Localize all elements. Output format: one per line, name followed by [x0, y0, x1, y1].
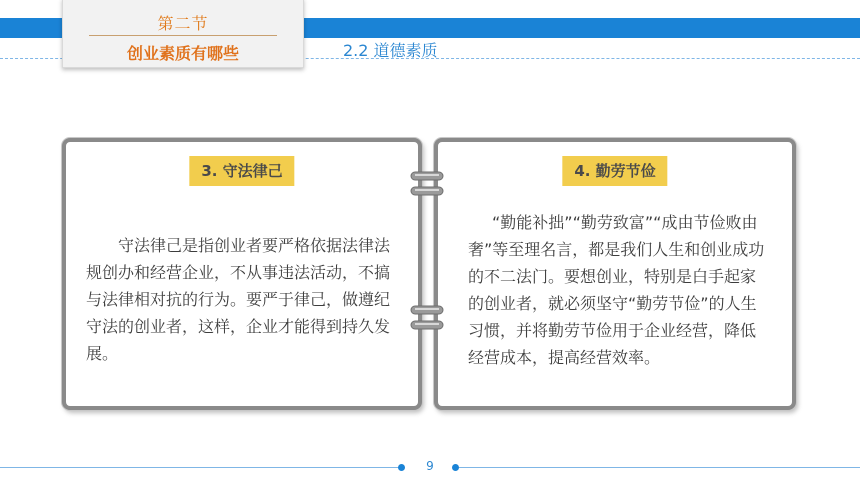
page-subtitle: 2.2 道德素质	[343, 41, 438, 60]
footer-line-left	[0, 467, 400, 468]
page-number: 9	[426, 459, 434, 473]
section-number: 第二节	[157, 14, 209, 33]
footer-line-right	[456, 467, 860, 468]
binder-ring-icon	[409, 302, 445, 334]
card-label: 3. 守法律己	[189, 156, 294, 186]
footer-dot-right	[452, 464, 459, 471]
section-tab	[62, 0, 304, 68]
card-body-text: 守法律己是指创业者要严格依据法律法规创办和经营企业，不从事违法活动，不搞与法律相对抗的行为。要严于律己，做遵纪守法的创业者，这样，企业才能得到持久发展。	[86, 236, 391, 363]
card-body-text: “勤能补拙”“勤劳致富”“成由节俭败由奢”等至理名言，都是我们人生和创业成功的不二法门。要想创业，特别是白手起家的创业者，就必须坚守“勤劳节俭”的人生习惯，并将勤劳节俭用于企业经营，降低经营成本，提高经营效率。	[468, 213, 765, 367]
binder-ring-icon	[409, 168, 445, 200]
card-diligence-thrift	[434, 138, 796, 410]
card-label: 4. 勤劳节俭	[562, 156, 667, 186]
section-tab-rule	[89, 35, 277, 36]
footer-dot-left	[398, 464, 405, 471]
section-title: 创业素质有哪些	[126, 44, 239, 63]
card-law-discipline	[62, 138, 422, 410]
